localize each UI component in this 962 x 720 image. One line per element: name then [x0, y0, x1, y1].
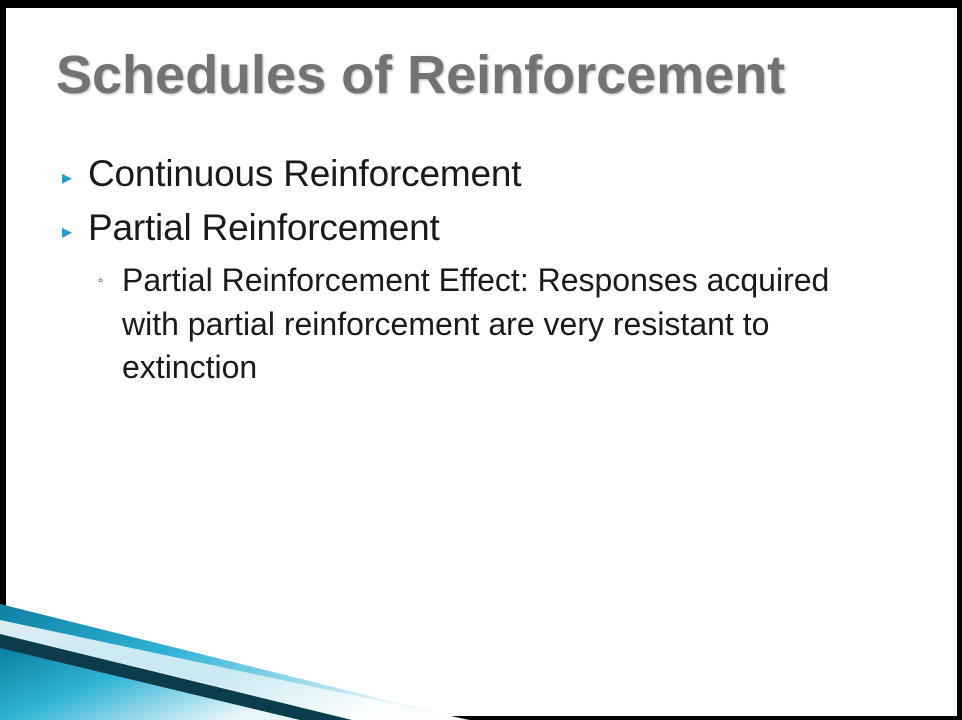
frame-top-bar: [0, 0, 962, 8]
frame-right-bar: [957, 0, 962, 720]
triangle-bullet-icon: ▸: [62, 220, 73, 243]
frame-bottom-bar: [0, 716, 962, 720]
triangle-bullet-icon: ▸: [62, 167, 73, 189]
slide-title: Schedules of Reinforcement: [56, 45, 786, 105]
slide-body: [62, 152, 902, 390]
bullet-item-3-label: Partial Reinforcement Effect: Responses acquired with partial reinforcement are very resistant to extinction: [122, 262, 830, 386]
bullet-item-1: [62, 152, 902, 196]
bullet-item-1-label: Continuous Reinforcement: [88, 153, 522, 194]
bullet-item-3: [98, 259, 902, 390]
bullet-item-2: [62, 206, 902, 250]
bullet-item-2-label: Partial Reinforcement: [88, 206, 440, 248]
frame-left-bar: [0, 0, 6, 720]
circle-bullet-icon: ◦: [98, 272, 104, 290]
decorative-corner-graphic: [0, 590, 480, 720]
